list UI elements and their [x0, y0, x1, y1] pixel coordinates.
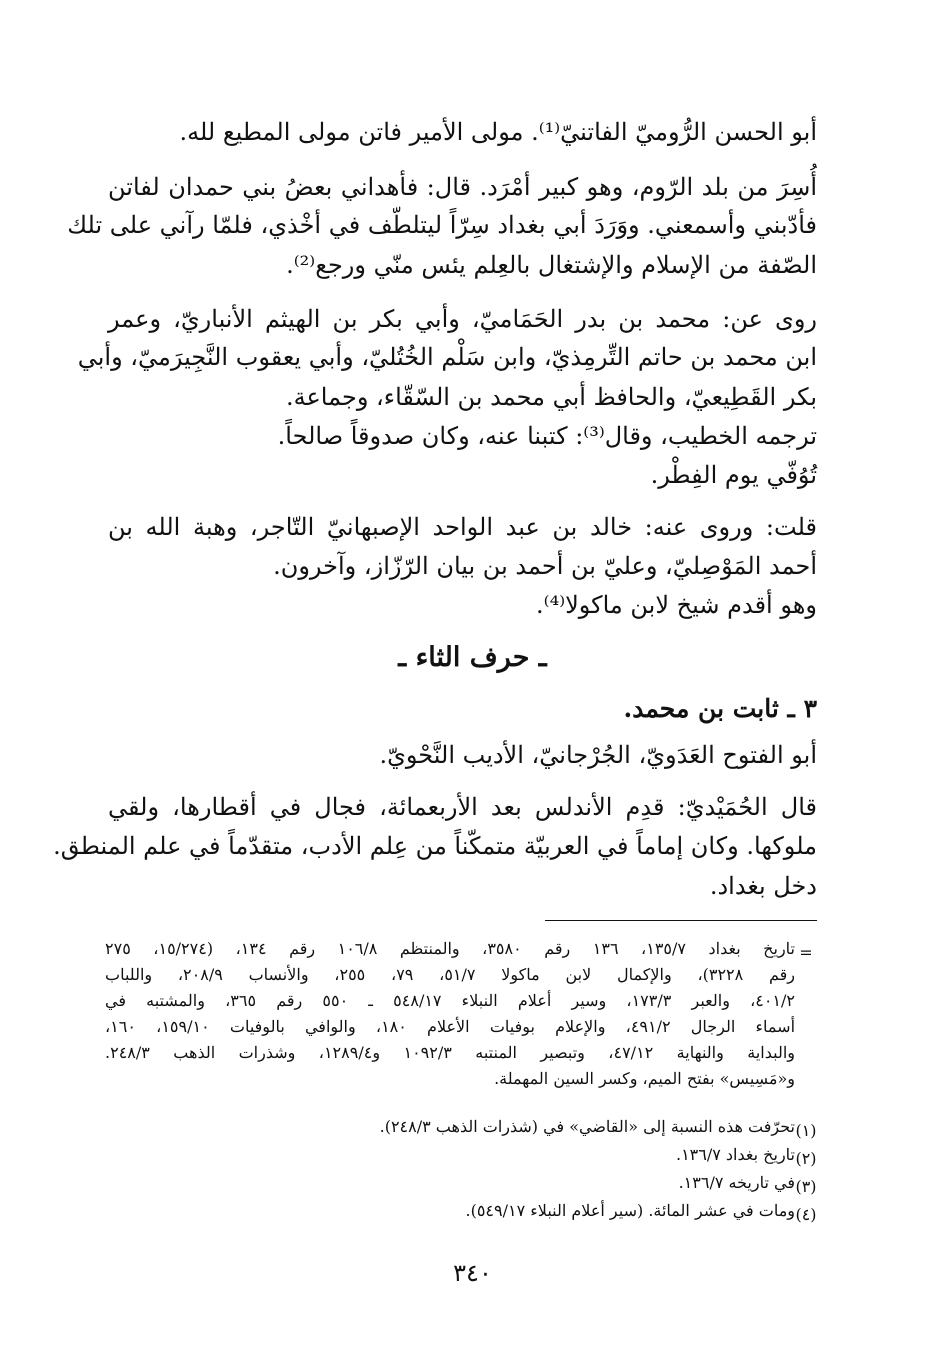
footnote-marker: (٣) [795, 1177, 817, 1196]
footnote-line: والبداية والنهاية ٤٧/١٢، وتبصير المنتبه ١٠٩٢/٣ و١٢٨٩/٤، وشذرات الذهب ٢٤٨/٣. [105, 1043, 796, 1062]
footnote-line: أسماء الرجال ٤٩١/٢، والإعلام بوفيات الأعلام ١٨٠، والوافي بالوفيات ١٥٩/١٠، ١٦٠، [105, 1017, 796, 1036]
footnote-line: تاريخ بغداد ١٣٥/٧، ١٣٦ رقم ٣٥٨٠، والمنتظم ١٠٦/٨ رقم ١٣٤، (١٥/٢٧٤، ٢٧٥ [105, 939, 795, 958]
section-heading: ـ حرف الثاء ـ [398, 642, 547, 673]
body-line: بكر القَطِيعيّ، والحافظ أبي محمد بن السّقّاء، وجماعة. [285, 383, 817, 411]
entry-line: قال الحُمَيْديّ: قدِم الأندلس بعد الأربعمائة، فجال في أقطارها، ولقي [108, 793, 817, 821]
footnote-marker: (٢) [795, 1149, 817, 1168]
body-line: أحمد المَوْصِليّ، وعليّ بن أحمد بن بيان الرّزّاز، وآخرون. [273, 552, 817, 580]
footnote-text: تاريخ بغداد ١٣٦/٧. [675, 1145, 795, 1164]
footnote-text: ومات في عشر المائة. (سير أعلام النبلاء ٥٤٩/١٧). [465, 1201, 795, 1220]
entry-line: أبو الفتوح العَدَويّ، الجُرْجانيّ، الأديب النَّحْويّ. [379, 741, 817, 769]
footnote-marker: (٤) [795, 1205, 817, 1224]
body-line: ترجمه الخطيب، وقال⁽³⁾: كتبنا عنه، وكان صدوقاً صالحاً. [277, 422, 817, 450]
page-number: ٣٤٠ [453, 1259, 492, 1287]
body-line: تُوُفّي يوم الفِطْر. [650, 461, 817, 489]
footnote-line: ٤٠١/٢، والعبر ١٧٣/٣، وسير أعلام النبلاء ٥٤٨/١٧ ـ ٥٥٠ رقم ٣٦٥، والمشتبه في [105, 991, 795, 1010]
body-line: أبو الحسن الرُّوميّ الفاتنيّ⁽¹⁾. مولى الأمير فاتن مولى المطيع لله. [179, 118, 817, 146]
body-line: وهو أقدم شيخ لابن ماكولا⁽⁴⁾. [536, 591, 817, 619]
entry-line: ملوكها. وكان إماماً في العربيّة متمكّناً من عِلم الأدب، متقدّماً في علم المنطق. [53, 832, 817, 860]
footnote-rule [545, 920, 817, 921]
body-line: أُسِرَ من بلد الرّوم، وهو كبير أمْرَد. قال: فأهداني بعضُ بني حمدان لفاتن [108, 173, 817, 201]
footnote-continuation-marker: = [799, 943, 813, 962]
body-line: الصّفة من الإسلام والإشتغال بالعِلم يئس منّي ورجع⁽²⁾. [286, 251, 817, 279]
footnote-line: رقم ٣٢٢٨)، والإكمال لابن ماكولا ٥١/٧، ٧٩، ٢٥٥، والأنساب ٢٠٨/٩، واللباب [105, 965, 796, 984]
body-line: قلت: وروى عنه: خالد بن عبد الواحد الإصبهانيّ التّاجر، وهبة الله بن [108, 513, 817, 541]
footnote-text: في تاريخه ١٣٦/٧. [678, 1173, 795, 1192]
entry-line: دخل بغداد. [709, 872, 817, 900]
footnote-text: تحرّفت هذه النسبة إلى «القاضي» في (شذرات الذهب ٢٤٨/٣). [379, 1117, 795, 1136]
body-line: روى عن: محمد بن بدر الحَمَاميّ، وأبي بكر بن الهيثم الأنباريّ، وعمر [108, 305, 817, 333]
footnote-marker: (١) [795, 1121, 817, 1140]
body-line: ابن محمد بن حاتم التِّرمِذيّ، وابن سَلْم الخُتُليّ، وأبي يعقوب النَّجِيرَميّ، وأبي [77, 343, 817, 371]
footnote-line: و«مَسِيس» بفتح الميم، وكسر السين المهملة. [494, 1069, 795, 1088]
entry-title: ٣ ـ ثابت بن محمد. [623, 694, 817, 723]
body-line: فأدّبني وأسمعني. ووَرَدَ أبي بغداد سِرّاً ليتلطّف في أخْذي، فلمّا رآني على تلك [67, 211, 817, 239]
